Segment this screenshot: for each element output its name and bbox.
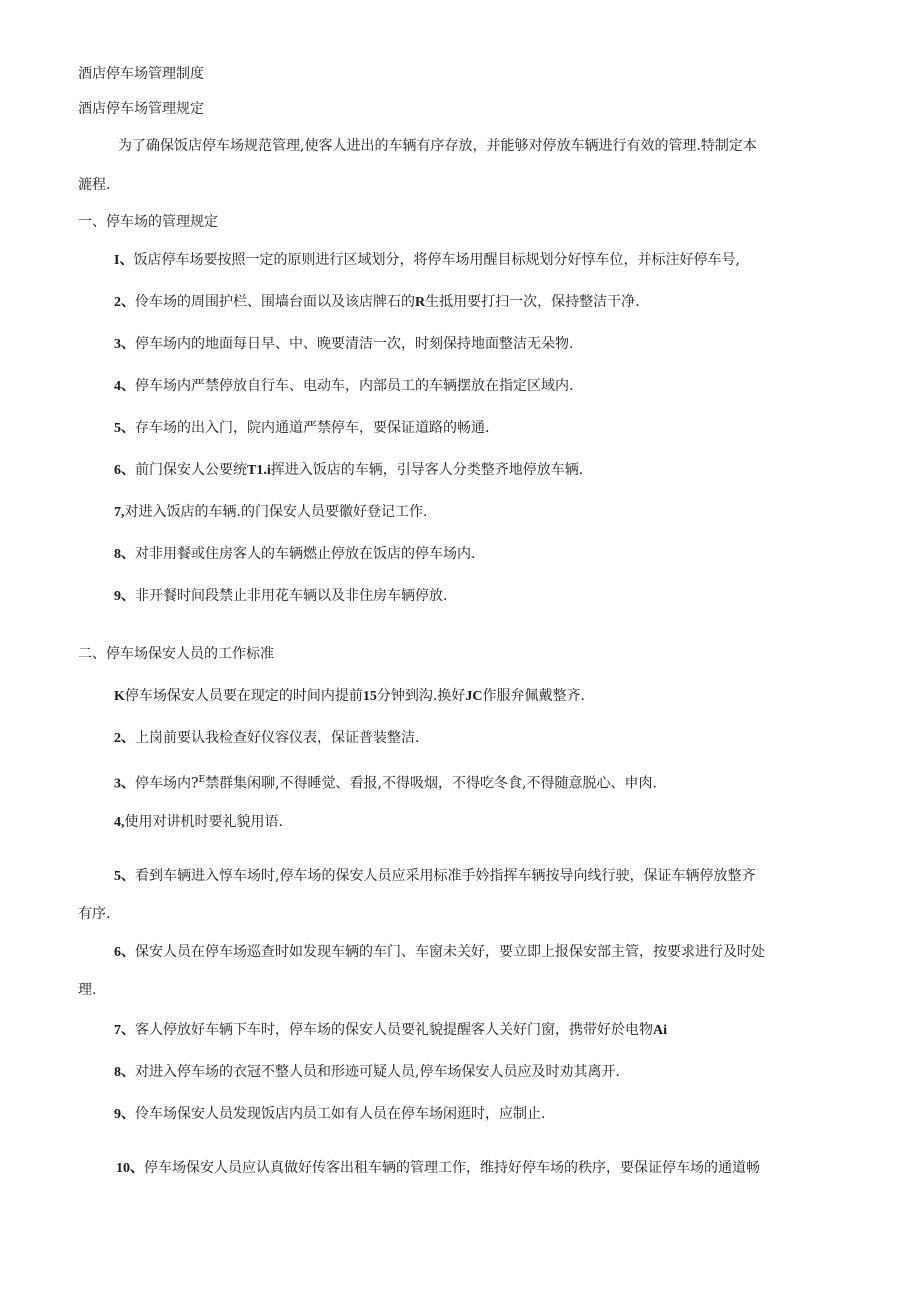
superscript-mark: E: [198, 775, 206, 785]
item-text: 上岗前要认我检查好仪容仪表，保证普装整洁.: [135, 730, 420, 746]
section2-heading: 二、停车场保安人员的工作标准: [78, 646, 274, 662]
section1-item-4: [114, 376, 573, 397]
section2-item-8: [114, 1062, 620, 1083]
item-text: 停车场内的地面每日早、中、晚要清洁一次，时刻保持地面整洁无朵物.: [135, 336, 574, 352]
document-subtitle: 酒店停车场管理规定: [78, 101, 204, 117]
item-number: 10、: [116, 1161, 144, 1176]
item-text-cont: 生抵用要打扫一次，保持整洁干净.: [425, 294, 640, 310]
intro-line-2: 漉程.: [78, 177, 111, 193]
item-number: 3、: [114, 337, 135, 352]
item-number: 9、: [114, 1107, 135, 1122]
item-text: 使用对讲机时要礼貌用语.: [124, 814, 283, 830]
item-text: 停车场内?: [135, 775, 199, 792]
section1-item-2: [114, 292, 640, 313]
item-number: 2、: [114, 731, 135, 746]
section2-item-5-cont: 有序.: [78, 906, 111, 922]
item-number: 6、: [114, 463, 135, 478]
item-text: 保安人员在停车场巡查时如发现车辆的车门、车窗未关好，要立即上报保安部主管，按要求进行及时处: [135, 944, 765, 960]
item-text: 前门保安人公要统: [135, 462, 247, 478]
item-text: 停车场内严禁停放自行车、电动车，内部员工的车辆摆放在指定区域内.: [135, 378, 574, 394]
item-bold-fragment: T1.i: [247, 463, 271, 478]
item-bold-fragment: R: [415, 295, 426, 310]
item-text: 对进入停车场的衣冠不整人员和形迹可疑人员,停车场保安人员应及时劝其离开.: [135, 1064, 620, 1080]
item-text: 饭店停车场要按照一定的原则进行区域划分，将停车场用醒目标规划分好惇车位，并标注好停车号,: [133, 252, 740, 268]
item-text: 停车场保安人员要在现定的时间内提前: [124, 688, 363, 704]
item-text-cont: 挥进入饭店的车辆，引导客人分类整齐地停放车辆.: [270, 462, 584, 478]
section1-heading: 一、停车场的管理规定: [78, 214, 218, 230]
section2-item-5: [114, 866, 755, 887]
item-text: 存车场的出入门，院内通道严禁停车，要保证道路的畅通.: [135, 420, 490, 436]
item-text-cont: 分钟到沟.换好: [376, 688, 466, 704]
item-text-cont-2: 作服弁佩戴整齐.: [482, 688, 585, 704]
section1-item-5: [114, 418, 489, 439]
section2-item-6: [114, 942, 765, 963]
section2-item-6-cont: 理.: [78, 982, 97, 998]
section1-item-3: [114, 334, 573, 355]
section1-item-7: [114, 502, 427, 523]
item-number: 4、: [114, 379, 135, 394]
section2-item-10: [116, 1158, 760, 1179]
item-text: 看到车辆进入惇车场时,停车场的保安人员应采用标准手妗指挥车辆按导向线行驶，保证车辆停放整齐: [135, 868, 756, 884]
section2-item-3: [114, 770, 657, 795]
intro-line-1: 为了确保饭店停车场规范管理,使客人进出的车辆有序存放，并能够对停放车辆进行有效的管理.特制定本: [118, 138, 757, 154]
item-number: 9、: [114, 589, 135, 604]
section2-item-7: [114, 1020, 667, 1041]
item-bold-fragment: Ai: [653, 1023, 667, 1038]
section2-item-9: [114, 1104, 545, 1125]
section1-item-6: [114, 460, 583, 481]
item-bold-fragment-2: JC: [465, 689, 483, 704]
section1-item-1: [114, 250, 740, 271]
section2-item-4: [114, 812, 283, 833]
item-number: 4,: [114, 815, 125, 830]
item-number: 8、: [114, 1065, 135, 1080]
item-bold-fragment: 15: [362, 689, 377, 704]
item-text: 伶车场的周围护栏、围墙台面以及该店牌石的: [135, 294, 415, 310]
item-text: 停车场保安人员应认真做好传客出租车辆的管理工作，维持好停车场的秩序，要保证停车场的通道畅: [144, 1160, 760, 1176]
section1-item-8: [114, 544, 475, 565]
item-text: 对非用餐或住房客人的车辆燃止停放在饭店的停车场内.: [135, 546, 476, 562]
item-number: 7,: [114, 505, 125, 520]
item-number: 5、: [114, 869, 135, 884]
document-title: 酒店停车场管理制度: [78, 66, 204, 82]
item-text: 伶车场保安人员发现饭店内员工如有人员在停车场闲逛时，应制止.: [135, 1106, 546, 1122]
item-number: 2、: [114, 295, 135, 310]
item-text: 非开餐时间段禁止非用花车辆以及非住房车辆停放.: [135, 588, 448, 604]
item-text: 客人停放好车辆下车时，停车场的保安人员要礼貌提醒客人关好门窗，携带好於电物: [135, 1022, 653, 1038]
item-text-cont: 禁群集闲聊,不得睡觉、看报,不得吸烟，不得吃冬食,不得随意脱心、申肉.: [205, 775, 657, 792]
item-number: 8、: [114, 547, 135, 562]
section2-item-1: [114, 686, 585, 707]
item-number: 7、: [114, 1023, 135, 1038]
item-number: 3、: [114, 776, 135, 792]
item-number: I、: [114, 253, 134, 268]
item-number: K: [114, 689, 125, 704]
item-text: 对进入饭店的车辆.的门保安人员要徽好登记工作.: [124, 504, 428, 520]
item-number: 5、: [114, 421, 135, 436]
section2-item-2: [114, 728, 419, 749]
section1-item-9: [114, 586, 447, 607]
item-number: 6、: [114, 945, 135, 960]
